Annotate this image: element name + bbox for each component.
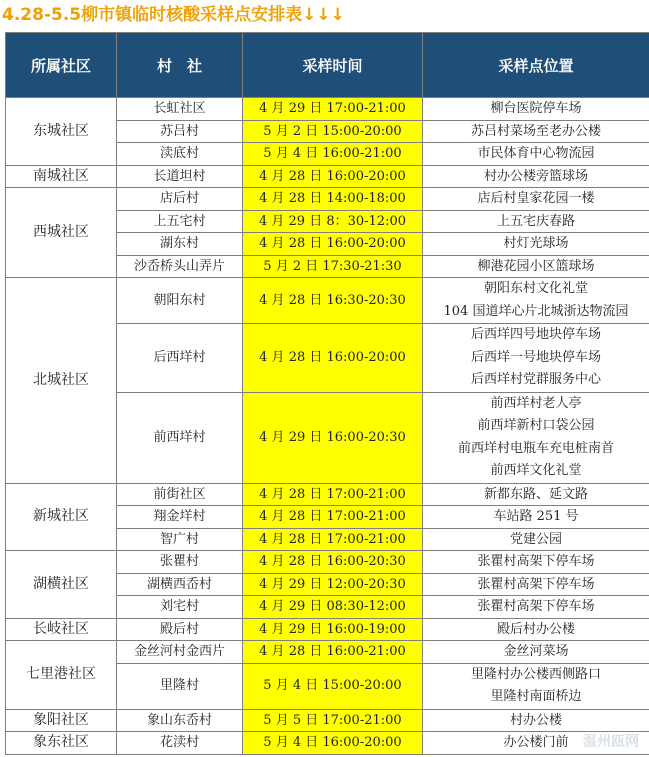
village-cell: 苏吕村 bbox=[117, 120, 243, 143]
header-community: 所属社区 bbox=[6, 33, 117, 98]
location-cell bbox=[423, 165, 649, 188]
time-cell: 5 月 4 日 15:00-20:00 bbox=[243, 663, 423, 709]
time-cell: 4 月 29 日 08:30-12:00 bbox=[243, 596, 423, 619]
village-cell: 张瞿村 bbox=[117, 551, 243, 574]
location-line: 后西垟一号地块停车场 bbox=[470, 349, 601, 365]
village-cell: 长虹社区 bbox=[117, 98, 243, 121]
table-row bbox=[6, 188, 649, 211]
village-cell: 里隆村 bbox=[117, 663, 243, 709]
community-cell: 新城社区 bbox=[6, 483, 117, 551]
time-cell: 5 月 2 日 15:00-20:00 bbox=[243, 120, 423, 143]
location-cell bbox=[423, 663, 649, 709]
location-line: 张瞿村高架下停车场 bbox=[477, 599, 595, 614]
time-cell: 4 月 28 日 16:00-20:30 bbox=[243, 551, 423, 574]
header-row bbox=[6, 33, 649, 98]
watermark: 温州瓯网 bbox=[583, 734, 639, 750]
location-line: 上五宅庆春路 bbox=[496, 213, 575, 229]
location-cell bbox=[423, 143, 649, 166]
village-cell: 店后村 bbox=[117, 188, 243, 211]
location-cell bbox=[423, 210, 649, 233]
location-line: 村灯光球场 bbox=[503, 236, 569, 251]
location-cell bbox=[423, 255, 649, 278]
location-cell bbox=[423, 618, 649, 641]
community-cell: 长岐社区 bbox=[6, 618, 117, 641]
location-line: 办公楼门前 bbox=[503, 735, 569, 750]
community-cell: 南城社区 bbox=[6, 165, 117, 188]
village-cell: 朝阳东村 bbox=[117, 278, 243, 324]
village-cell: 沙岙桥头山弄片 bbox=[117, 255, 243, 278]
community-cell: 湖横社区 bbox=[6, 551, 117, 619]
location-line: 村办公楼旁篮球场 bbox=[483, 168, 588, 184]
time-cell: 4 月 29 日 16:00-19:00 bbox=[243, 618, 423, 641]
table-row bbox=[6, 732, 649, 755]
location-cell bbox=[423, 278, 649, 324]
community-cell: 象东社区 bbox=[6, 732, 117, 755]
time-cell: 4 月 28 日 17:00-21:00 bbox=[243, 528, 423, 551]
location-line: 前西垟村老人亭 bbox=[490, 395, 582, 411]
location-line: 村办公楼 bbox=[509, 712, 562, 728]
village-cell: 长道坦村 bbox=[117, 165, 243, 188]
location-line: 后西垟四号地块停车场 bbox=[470, 327, 601, 342]
location-line: 店后村皇家花园一楼 bbox=[477, 191, 595, 206]
village-cell: 上五宅村 bbox=[117, 210, 243, 233]
time-cell: 5 月 2 日 17:30-21:30 bbox=[243, 255, 423, 278]
location-cell bbox=[423, 188, 649, 211]
time-cell: 4 月 28 日 16:00-20:00 bbox=[243, 165, 423, 188]
village-cell: 金丝河村金西片 bbox=[117, 641, 243, 664]
location-line: 里隆村南面桥边 bbox=[490, 689, 582, 704]
location-line: 新都东路、延文路 bbox=[483, 486, 588, 502]
location-line: 柳台医院停车场 bbox=[490, 101, 582, 116]
table-row bbox=[6, 618, 649, 641]
location-line: 张瞿村高架下停车场 bbox=[477, 554, 595, 569]
location-line: 车站路 251 号 bbox=[493, 509, 579, 524]
location-cell bbox=[423, 528, 649, 551]
location-line: 张瞿村高架下停车场 bbox=[477, 576, 595, 592]
location-line: 柳港花园小区篮球场 bbox=[477, 258, 595, 274]
location-line: 苏吕村菜场至老办公楼 bbox=[470, 123, 601, 139]
time-cell: 4 月 29 日 17:00-21:00 bbox=[243, 98, 423, 121]
village-cell: 湖横西岙村 bbox=[117, 573, 243, 596]
location-line: 104 国道垟心片北城浙达物流园 bbox=[443, 303, 629, 319]
location-cell bbox=[423, 709, 649, 732]
location-cell bbox=[423, 596, 649, 619]
time-cell: 4 月 29 日 8：30-12:00 bbox=[243, 210, 423, 233]
location-line: 金丝河菜场 bbox=[503, 644, 569, 659]
community-cell: 象阳社区 bbox=[6, 709, 117, 732]
location-cell bbox=[423, 233, 649, 256]
table-row bbox=[6, 165, 649, 188]
location-line: 朝阳东村文化礼堂 bbox=[483, 281, 588, 296]
time-cell: 4 月 28 日 16:30-20:30 bbox=[243, 278, 423, 324]
table-row bbox=[6, 709, 649, 732]
header-location: 采样点位置 bbox=[423, 33, 649, 98]
location-cell bbox=[423, 324, 649, 393]
header-time: 采样时间 bbox=[243, 33, 423, 98]
village-cell: 湖东村 bbox=[117, 233, 243, 256]
village-cell: 刘宅村 bbox=[117, 596, 243, 619]
table-row bbox=[6, 483, 649, 506]
table-row bbox=[6, 98, 649, 121]
location-line: 市民体育中心物流园 bbox=[477, 146, 595, 161]
community-cell: 北城社区 bbox=[6, 278, 117, 484]
location-line: 党建公园 bbox=[509, 531, 562, 547]
time-cell: 5 月 4 日 16:00-20:00 bbox=[243, 732, 423, 755]
location-line: 前西垟文化礼堂 bbox=[490, 463, 582, 478]
time-cell: 4 月 28 日 14:00-18:00 bbox=[243, 188, 423, 211]
table-body bbox=[6, 98, 649, 755]
community-cell: 西城社区 bbox=[6, 188, 117, 278]
village-cell: 前街社区 bbox=[117, 483, 243, 506]
village-cell: 后西垟村 bbox=[117, 324, 243, 393]
table-row bbox=[6, 641, 649, 664]
table-row bbox=[6, 551, 649, 574]
community-cell: 七里港社区 bbox=[6, 641, 117, 710]
village-cell: 殿后村 bbox=[117, 618, 243, 641]
time-cell: 5 月 4 日 16:00-21:00 bbox=[243, 143, 423, 166]
header-village: 村 社 bbox=[117, 33, 243, 98]
page-title: 4.28-5.5柳市镇临时核酸采样点安排表↓↓↓ bbox=[2, 5, 345, 25]
time-cell: 4 月 28 日 16:00-20:00 bbox=[243, 233, 423, 256]
time-cell: 4 月 28 日 16:00-20:00 bbox=[243, 324, 423, 393]
sampling-schedule-table bbox=[5, 32, 649, 755]
location-cell bbox=[423, 506, 649, 529]
community-cell: 东城社区 bbox=[6, 98, 117, 166]
village-cell: 渎底村 bbox=[117, 143, 243, 166]
location-cell bbox=[423, 573, 649, 596]
location-cell bbox=[423, 120, 649, 143]
location-line: 里隆村办公楼西侧路口 bbox=[470, 666, 601, 682]
village-cell: 智广村 bbox=[117, 528, 243, 551]
location-cell bbox=[423, 98, 649, 121]
location-cell bbox=[423, 392, 649, 483]
village-cell: 象山东岙村 bbox=[117, 709, 243, 732]
time-cell: 4 月 28 日 16:00-21:00 bbox=[243, 641, 423, 664]
location-cell bbox=[423, 641, 649, 664]
table-row bbox=[6, 278, 649, 324]
location-cell bbox=[423, 483, 649, 506]
time-cell: 4 月 29 日 12:00-20:30 bbox=[243, 573, 423, 596]
time-cell: 4 月 28 日 17:00-21:00 bbox=[243, 506, 423, 529]
village-cell: 翔金垟村 bbox=[117, 506, 243, 529]
location-line: 前西垟村电瓶车充电桩南首 bbox=[457, 440, 614, 456]
location-line: 前西垟新村口袋公园 bbox=[477, 418, 595, 433]
village-cell: 前西垟村 bbox=[117, 392, 243, 483]
time-cell: 4 月 29 日 16:00-20:30 bbox=[243, 392, 423, 483]
time-cell: 5 月 5 日 17:00-21:00 bbox=[243, 709, 423, 732]
location-cell bbox=[423, 551, 649, 574]
location-line: 后西垟村党群服务中心 bbox=[470, 372, 601, 387]
village-cell: 花渎村 bbox=[117, 732, 243, 755]
location-line: 殿后村办公楼 bbox=[496, 621, 575, 637]
time-cell: 4 月 28 日 17:00-21:00 bbox=[243, 483, 423, 506]
